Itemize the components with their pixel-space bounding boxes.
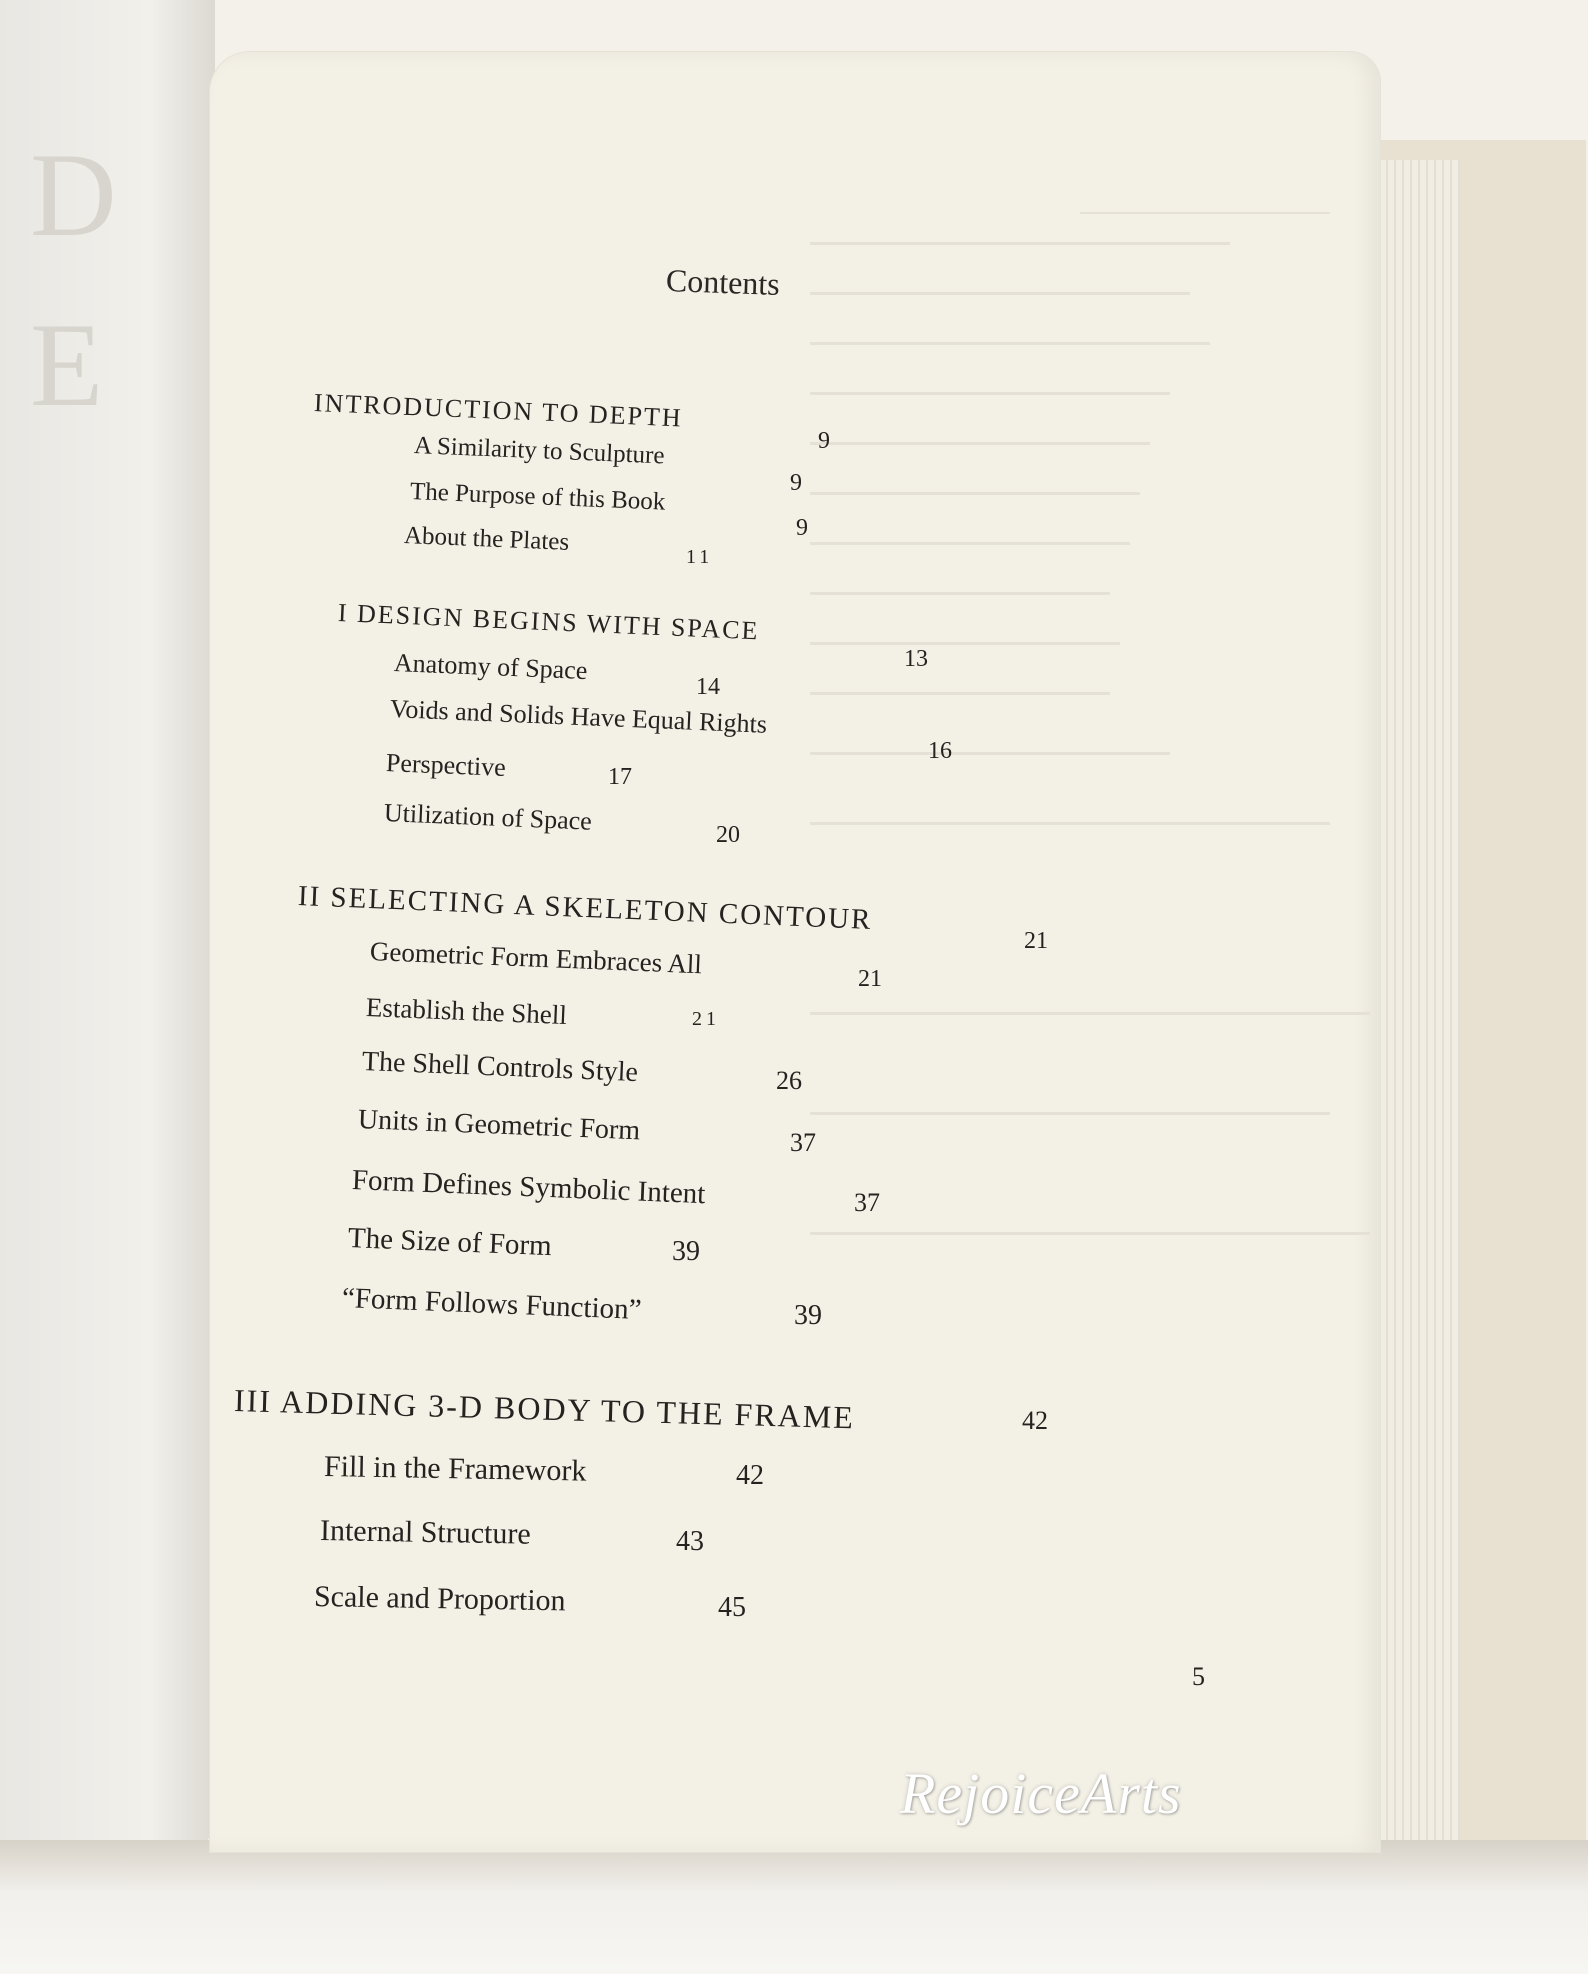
toc-page-number: 42 [1022,1406,1048,1435]
toc-chapter-intro: INTRODUCTION TO DEPTH [313,388,684,433]
left-page-show-through: D E [30,128,117,431]
toc-entry: Units in Geometric Form [357,1104,641,1147]
toc-page-number: 9 [790,470,802,496]
toc-entry: Utilization of Space [383,798,593,836]
toc-page-number: 21 [1024,928,1048,954]
toc-entry: Geometric Form Embraces All [369,936,703,980]
toc-page-number: 37 [854,1188,880,1217]
toc-page-number: 20 [716,822,740,848]
toc-entry: Establish the Shell [365,992,568,1031]
toc-entry: Scale and Proportion [313,1580,566,1618]
toc-page-number: 42 [736,1460,764,1491]
toc-page-number: 11 [686,546,714,568]
toc-chapter-1: I DESIGN BEGINS WITH SPACE [337,598,761,646]
watermark-logo: RejoiceArts [900,1761,1182,1826]
toc-entry: Internal Structure [319,1514,532,1551]
toc-page-number: 21 [692,1008,720,1030]
toc-page-number: 21 [858,966,882,992]
page-title: Contents [665,262,781,302]
toc-entry: Fill in the Framework [323,1450,587,1488]
toc-page-number: 26 [776,1066,802,1095]
toc-page-number: 43 [676,1526,704,1557]
toc-entry: The Shell Controls Style [361,1046,639,1089]
toc-chapter-3: III ADDING 3-D BODY TO THE FRAME [233,1382,856,1436]
toc-page-number: 16 [928,738,952,764]
toc-entry: Anatomy of Space [393,648,588,686]
toc-page-number: 37 [790,1128,816,1157]
toc-page-number: 39 [672,1236,700,1267]
toc-page-number: 45 [718,1592,746,1623]
toc-entry: “Form Follows Function” [341,1282,643,1327]
toc-entry: The Purpose of this Book [409,478,666,516]
toc-entry: A Similarity to Sculpture [413,432,666,470]
toc-entry: Voids and Solids Have Equal Rights [389,694,768,739]
toc-entry: Form Defines Symbolic Intent [351,1164,706,1211]
toc-page-number: 13 [904,646,928,672]
toc-page-number: 14 [696,674,720,700]
toc-page-number: 17 [608,764,632,790]
toc-entry: About the Plates [403,522,570,556]
toc-page-number: 9 [796,515,808,541]
toc-chapter-2: II SELECTING A SKELETON CONTOUR [297,880,874,937]
toc-page-number: 9 [818,428,830,454]
toc-entry: Perspective [385,748,507,783]
page-number: 5 [1192,1662,1205,1691]
toc-page-number: 39 [794,1300,822,1331]
toc-entry: The Size of Form [347,1222,553,1263]
